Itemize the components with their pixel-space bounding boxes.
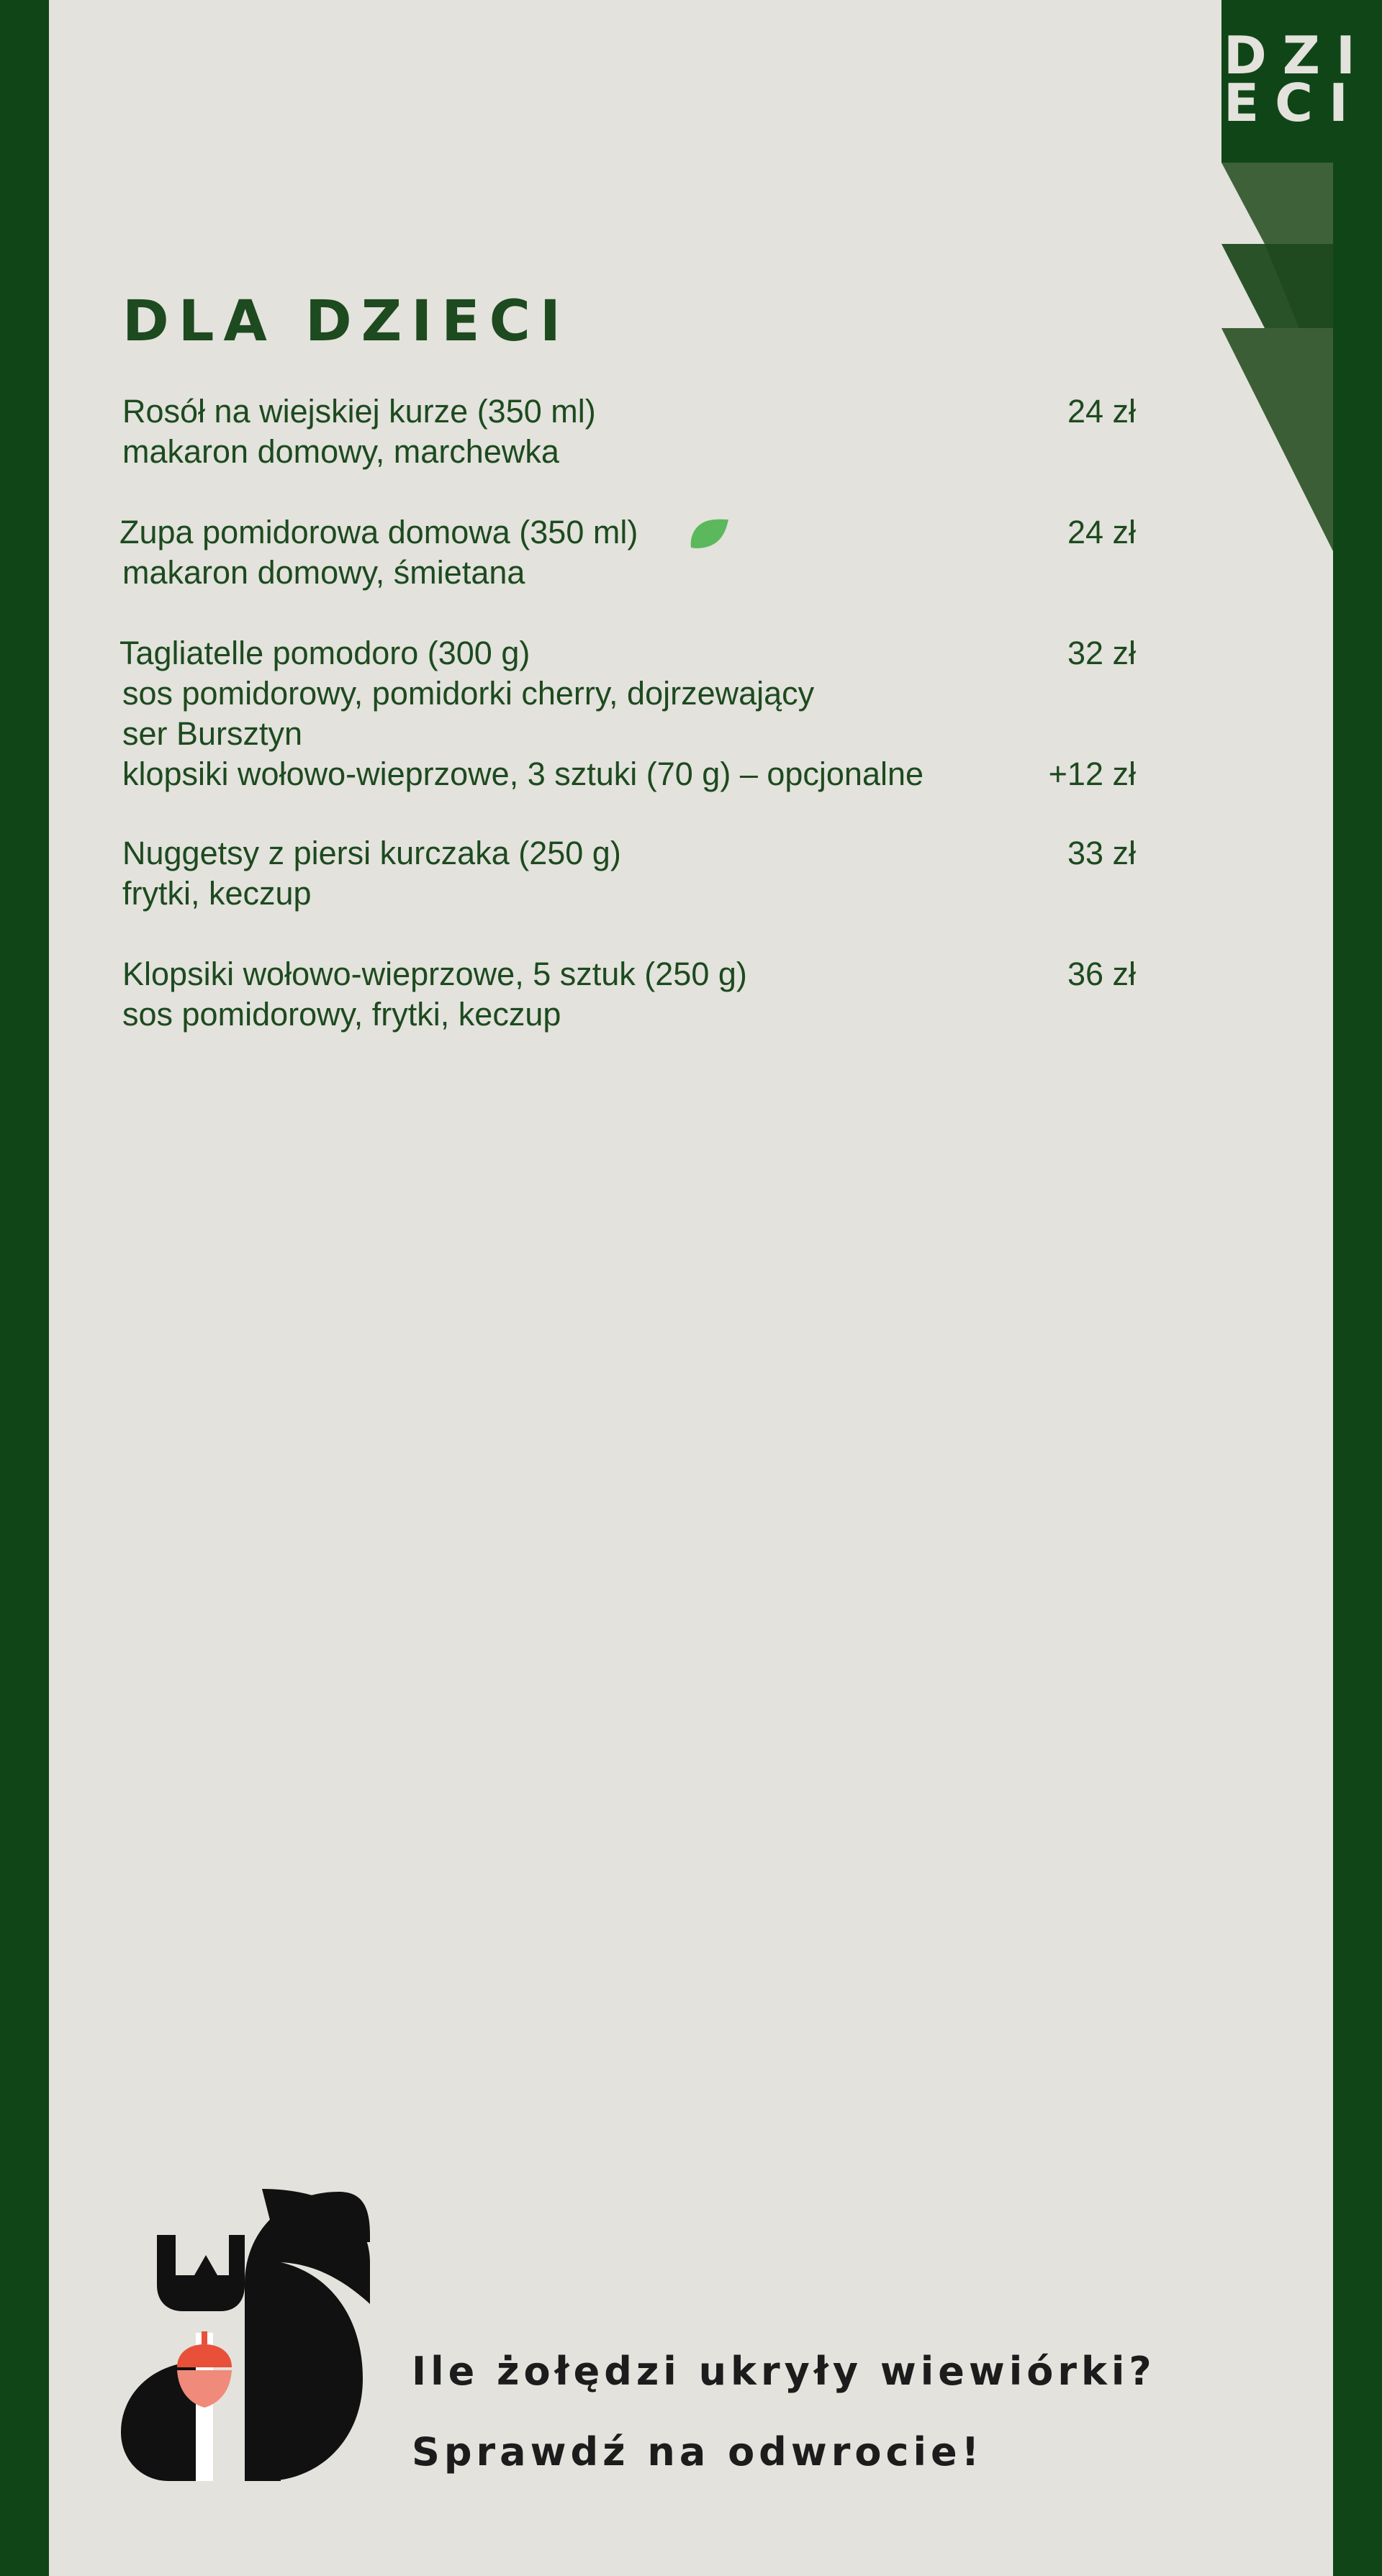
menu-item-name: Nuggetsy z piersi kurczaka (250 g)	[122, 835, 621, 871]
menu-item-description: makaron domowy, marchewka	[122, 433, 559, 470]
menu-item-name: Zupa pomidorowa domowa (350 ml)	[119, 514, 638, 550]
footer-question: Ile żołędzi ukryły wiewiórki?	[412, 2349, 1156, 2394]
menu-item-price: 24 zł	[1067, 514, 1136, 550]
leaf-icon	[688, 517, 730, 550]
menu-item-name: Klopsiki wołowo-wieprzowe, 5 sztuk (250 g)	[122, 956, 747, 992]
footer-cta: Sprawdź na odwrocie!	[412, 2429, 984, 2475]
menu-item-addon-price: +12 zł	[1048, 756, 1136, 792]
section-tab-line-2: ECI	[1224, 73, 1364, 133]
menu-item-price: 24 zł	[1067, 393, 1136, 430]
menu-item-description: sos pomidorowy, pomidorki cherry, dojrzewający	[122, 675, 815, 712]
section-title: DLA DZIECI	[122, 289, 570, 354]
menu-item-name: Rosół na wiejskiej kurze (350 ml)	[122, 393, 596, 430]
menu-item-addon: klopsiki wołowo-wieprzowe, 3 sztuki (70 g) – opcjonalne	[122, 756, 924, 792]
menu-item-description: sos pomidorowy, frytki, keczup	[122, 996, 561, 1033]
menu-item-description: ser Bursztyn	[122, 715, 303, 752]
menu-item-price: 32 zł	[1067, 635, 1136, 671]
menu-item-price: 33 zł	[1067, 835, 1136, 871]
squirrel-icon	[121, 2189, 371, 2481]
menu-item-name: Tagliatelle pomodoro (300 g)	[119, 635, 530, 671]
menu-item-description: frytki, keczup	[122, 875, 312, 912]
section-tab-label	[1224, 25, 1371, 133]
menu-item-price: 36 zł	[1067, 956, 1136, 992]
menu-item-description: makaron domowy, śmietana	[122, 554, 525, 591]
section-tab-line-1: DZI	[1224, 25, 1371, 86]
